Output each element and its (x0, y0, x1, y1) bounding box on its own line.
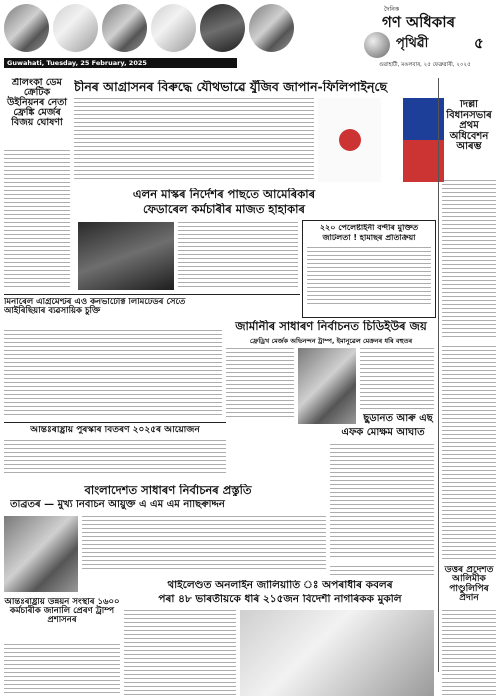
paper-name-top: দৈনিক (384, 6, 400, 13)
bangladesh-subhead: তীব্ৰতৰ — মুখ্য নিৰ্বাচন আয়ুক্ত এ এম এম নাছিৰুদ্দিন (10, 500, 225, 510)
airport-text (4, 440, 226, 476)
nasiruddin-photo (4, 516, 78, 592)
right-mid-headline-1: ছুডানত আৰু এছ (363, 414, 433, 424)
bangladesh-text (82, 516, 326, 572)
section-name: পৃথিৱী (396, 36, 429, 51)
box-text (307, 247, 431, 305)
thailand-photo (240, 610, 434, 696)
left-mid-headline: মিনাৰেল এগ্ৰিমেণ্টৰ এও কনভাৰ্টেক্টি লিমিটেডৰ সৈতে আইৰিছিয়াৰ ব্যৱসায়িক চুক্তি (4, 298, 186, 316)
merz-photo (298, 348, 356, 424)
divider-1 (4, 294, 300, 295)
left-column-text (4, 150, 70, 288)
masthead (4, 2, 496, 74)
top-story-text (74, 98, 314, 182)
right-mid-text-2 (442, 346, 496, 560)
musk-headline-2: ফেডাৰেল কৰ্মচাৰীৰ মাজত হাহাকাৰ (142, 203, 305, 216)
right-mid-text (330, 444, 434, 560)
date-assamese: গুৱাহাটী, মঙলবাৰ, ২৫ ফেব্ৰুৱাৰী, ২০২৫ (379, 62, 471, 68)
german-text-right (360, 348, 434, 412)
leader-photo-3 (102, 4, 147, 52)
japan-flag-icon (318, 98, 381, 182)
top-story-headline: চীনৰ আগ্ৰাসনৰ বিৰুদ্ধে যৌথভাৱে যুঁজিব জাপান-ফিলিপাইন্‌ছে (74, 80, 388, 94)
bottom-left-text (4, 644, 120, 696)
thailand-text (124, 610, 236, 696)
leader-photo-1 (4, 4, 49, 52)
divider-2 (4, 422, 226, 423)
page-number: ৫ (474, 34, 484, 52)
leader-photo-4 (151, 4, 196, 52)
box-headline-1: ২২০ পেলেষ্টাইনী বন্দীৰ মুক্তিত (319, 224, 419, 232)
musk-photo (78, 222, 174, 290)
globe-icon (364, 32, 390, 58)
right-top-text (442, 180, 496, 340)
flags-photo (318, 98, 444, 182)
left-mid-text (4, 330, 222, 418)
thailand-headline-1: থাইলেণ্ডত অনলাইন জালিয়াতি ঃ অপৰাধীৰ কবলৰ (167, 580, 393, 591)
thailand-headline-2: পৰা ৪৮ ভাৰতীয়কে ধৰি ২১৫জন বিদেশী নাগৰিকক মুকলি (158, 594, 402, 605)
right-bottom-text-2 (330, 566, 434, 576)
philippines-flag-icon (381, 98, 444, 182)
date-bar: Guwahati, Tuesday, 25 February, 2025 (4, 58, 237, 68)
airport-headline: আন্তঃৰাষ্ট্ৰীয় পুৰস্কাৰ বিতৰণ ২০২৫ৰ আয়োজন (30, 426, 200, 435)
german-headline: জাৰ্মানীৰ সাধাৰণ নিৰ্বাচনত চিডিইউৰ জয় (235, 320, 427, 333)
left-column-headline: শ্ৰীলংকা ডেম ক্ৰেটিক উইনিয়নৰ নেতা ফ্ৰেঙ্কি মেৰ্জৰ বিজয় ঘোষণা (6, 78, 68, 128)
box-headline-2: জটিলতা ! হামাছৰ প্ৰতিক্ৰিয়া (322, 234, 416, 243)
musk-headline-1: এলন মাস্কৰ নিৰ্দেশৰ পাছতে আমেৰিকাৰ (132, 188, 316, 201)
masthead-photo-strip (4, 4, 294, 52)
right-column-divider (438, 78, 439, 672)
box-story (302, 220, 436, 318)
leader-photo-2 (53, 4, 98, 52)
leader-photo-6 (249, 4, 294, 52)
right-bottom-text (442, 610, 496, 696)
bottom-left-headline: আন্তঃৰাষ্ট্ৰীয় উন্নয়ন সংস্থাৰ ১৬০০ কৰ্মচাৰীক জানালি প্ৰেৰণ ট্ৰাম্প প্ৰশাসনৰ (4, 598, 120, 625)
paper-name: গণ অধিকাৰ (382, 13, 456, 31)
right-top-headline: দিল্লী বিধানসভাৰ প্ৰথম অধিবেশন আৰম্ভ (446, 100, 492, 152)
german-subhead: ফ্ৰেড্ৰিখ মেৰ্জক অভিনন্দন ট্ৰাম্প, ইমানুৱেল মেক্ৰনৰ ধৰি বহুতৰ (249, 337, 413, 345)
musk-text (178, 222, 298, 290)
right-bottom-headline: উত্তৰ প্ৰদেশত আলিমীক পাণ্ডুলিপিৰ প্ৰদান (444, 566, 494, 604)
bangladesh-headline: বাংলাদেশত সাধাৰণ নিৰ্বাচনৰ প্ৰস্তুতি (84, 484, 252, 497)
german-text-left (226, 348, 294, 418)
leader-photo-5 (200, 4, 245, 52)
right-mid-headline-2: এফক মোক্ষম আঘাত (341, 428, 425, 438)
